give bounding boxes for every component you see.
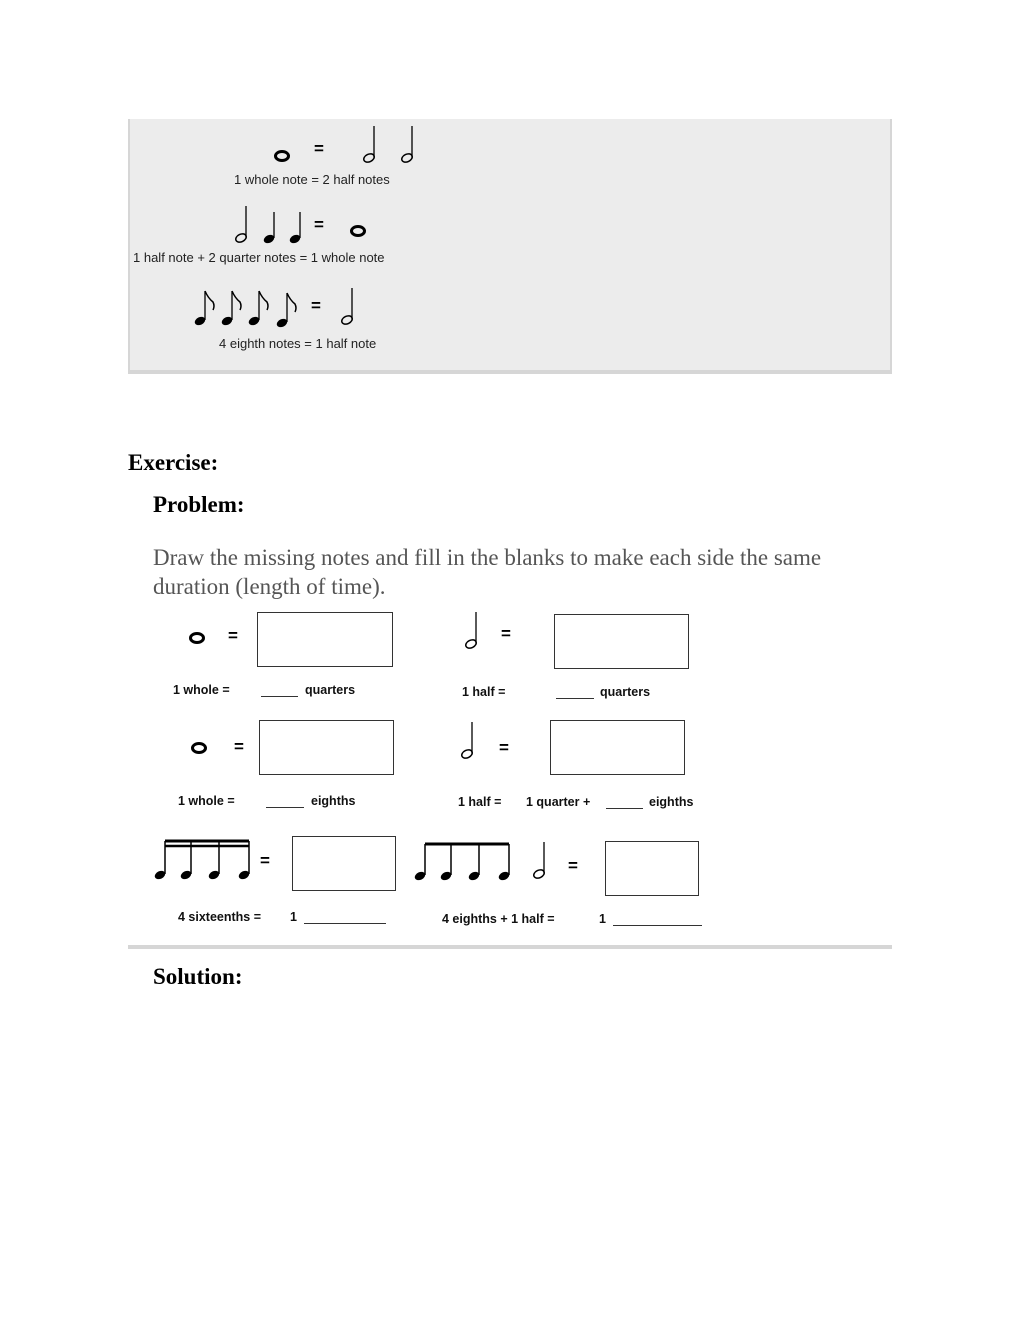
answer-box[interactable] xyxy=(550,720,685,775)
half-note-icon xyxy=(338,286,358,328)
problem-heading: Problem: xyxy=(153,492,245,517)
equals-sign: = xyxy=(499,738,509,757)
beamed-eighth-notes-icon xyxy=(413,841,513,885)
equals-sign: = xyxy=(501,624,511,643)
answer-box[interactable] xyxy=(292,836,396,891)
label-eighths: eighths xyxy=(649,795,694,809)
fill-blank[interactable] xyxy=(613,925,702,926)
sixteenth-notes-icon xyxy=(153,838,253,884)
label-1-quarter-plus: 1 quarter + xyxy=(526,795,591,809)
fill-blank[interactable] xyxy=(304,923,386,924)
eighth-notes-icon xyxy=(192,288,302,330)
whole-note-icon xyxy=(274,150,290,162)
fill-blank[interactable] xyxy=(556,698,594,699)
fill-blank[interactable] xyxy=(266,807,304,808)
answer-box[interactable] xyxy=(605,841,699,896)
answer-box[interactable] xyxy=(259,720,394,775)
row3-caption: 4 eighth notes = 1 half note xyxy=(219,336,377,351)
label-4-sixteenths: 4 sixteenths = xyxy=(178,910,262,924)
half-note-icon xyxy=(530,840,550,882)
label-1-whole: 1 whole = xyxy=(178,794,235,808)
answer-box[interactable] xyxy=(257,612,393,667)
equals-sign: = xyxy=(260,851,270,870)
equals-sign: = xyxy=(234,737,244,756)
equals-sign: = xyxy=(314,215,324,234)
label-quarters: quarters xyxy=(600,685,651,699)
whole-note-icon xyxy=(350,225,366,237)
label-number-1: 1 xyxy=(290,910,297,924)
equals-sign: = xyxy=(568,856,578,875)
problem-prompt: Draw the missing notes and fill in the blanks to make each side the same duration (length of time). xyxy=(153,545,822,599)
equals-sign: = xyxy=(311,296,321,315)
label-1-whole: 1 whole = xyxy=(173,683,230,697)
label-4-eighths-plus-half: 4 eighths + 1 half = xyxy=(442,912,555,926)
half-note-icon xyxy=(458,720,478,762)
whole-note-icon xyxy=(189,632,205,644)
row1-caption: 1 whole note = 2 half notes xyxy=(234,172,390,187)
equals-sign: = xyxy=(314,139,324,158)
section-divider xyxy=(128,945,892,949)
label-eighths: eighths xyxy=(311,794,356,808)
whole-note-icon xyxy=(191,742,207,754)
equals-sign: = xyxy=(228,626,238,645)
half-note-icon xyxy=(462,610,482,652)
solution-heading: Solution: xyxy=(153,964,243,989)
exercise-heading: Exercise: xyxy=(128,450,219,475)
label-1-half: 1 half = xyxy=(462,685,506,699)
label-number-1: 1 xyxy=(599,912,606,926)
label-1-half: 1 half = xyxy=(458,795,502,809)
answer-box[interactable] xyxy=(554,614,689,669)
row2-caption: 1 half note + 2 quarter notes = 1 whole note xyxy=(133,250,385,265)
label-quarters: quarters xyxy=(305,683,356,697)
fill-blank[interactable] xyxy=(261,696,298,697)
half-notes-icon xyxy=(360,124,420,166)
half-and-quarter-notes-icon xyxy=(232,204,306,246)
fill-blank[interactable] xyxy=(606,808,643,809)
